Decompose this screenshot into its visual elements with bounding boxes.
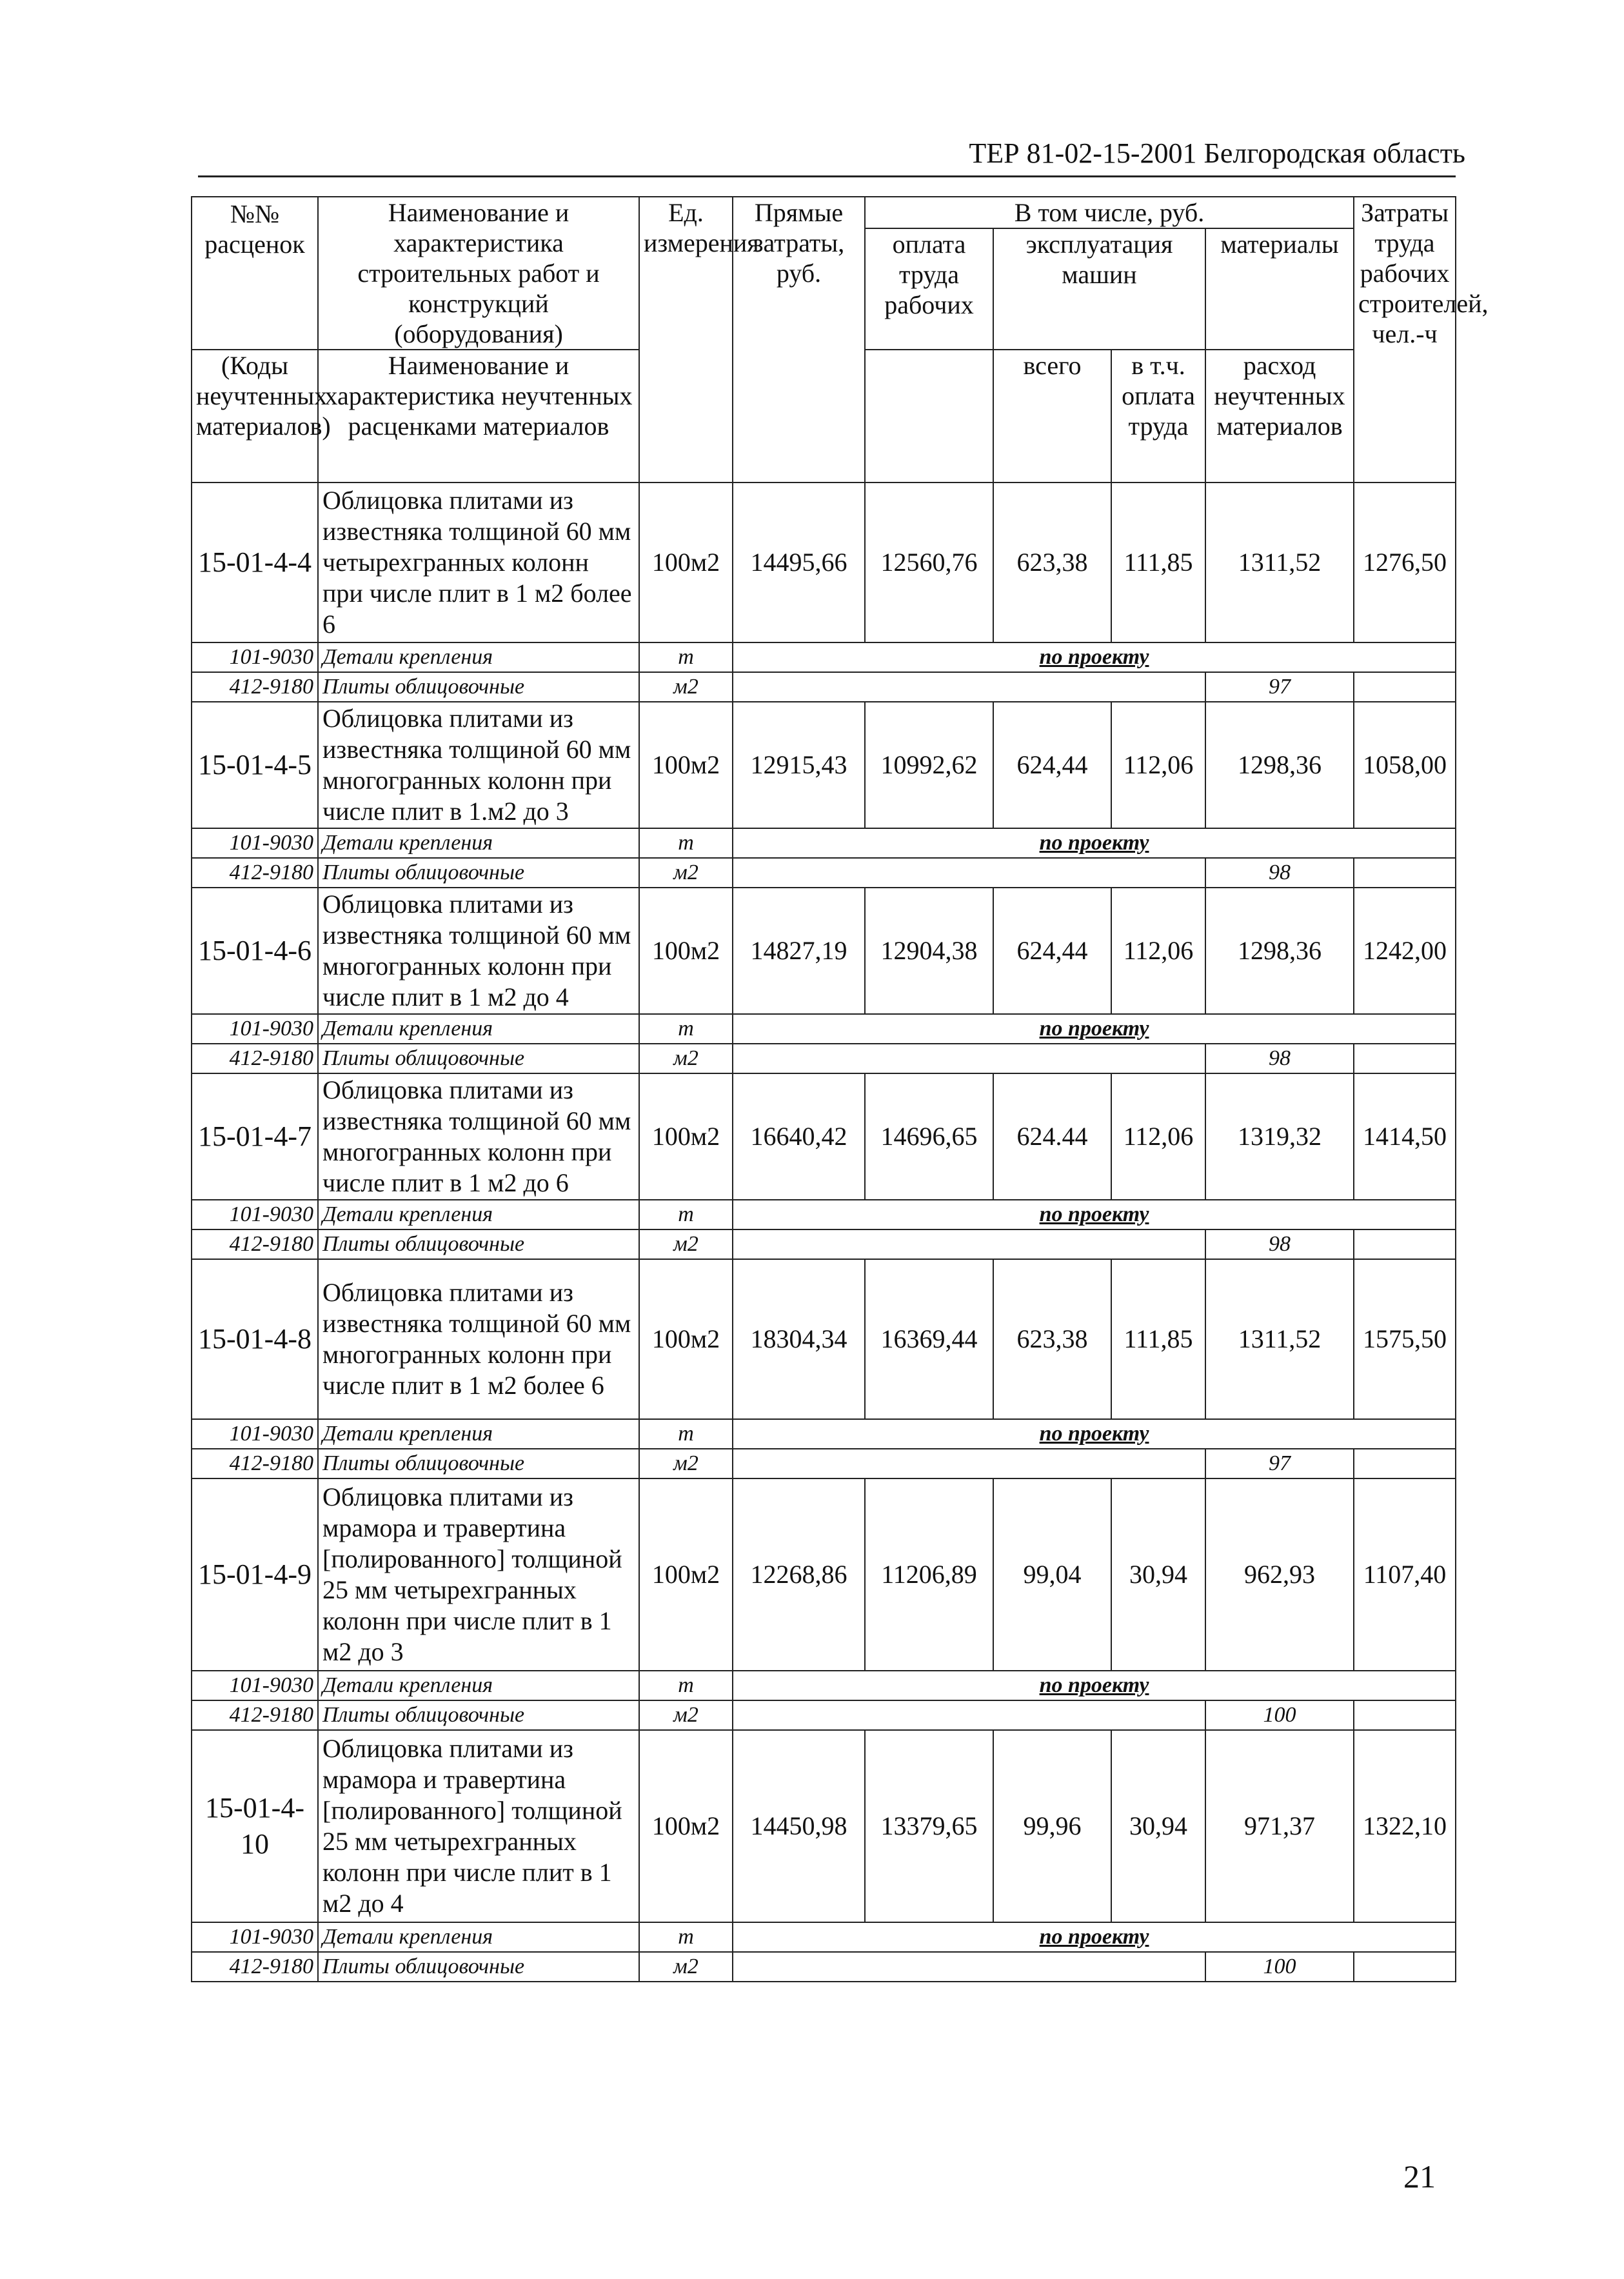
unit: 100м2 bbox=[639, 702, 733, 828]
direct-cost: 16640,42 bbox=[733, 1073, 865, 1200]
work-name: Облицовка плитами из известняка толщиной 60 мм четырехгранных колонн при числе плит в 1 м2 более 6 bbox=[318, 483, 639, 642]
material-unit: м2 bbox=[639, 1044, 733, 1073]
rate-code: 15-01-4-9 bbox=[192, 1478, 318, 1671]
material-unit: м2 bbox=[639, 1449, 733, 1478]
work-name: Облицовка плитами из известняка толщиной 60 мм многогранных колонн при числе плит в 1 м2 до 4 bbox=[318, 888, 639, 1014]
work-name: Облицовка плитами из известняка толщиной 60 мм многогранных колонн при числе плит в 1 м2 до 6 bbox=[318, 1073, 639, 1200]
material-unit: т bbox=[639, 1922, 733, 1952]
material-unit: м2 bbox=[639, 1952, 733, 1982]
material-value: по проекту bbox=[733, 1419, 1456, 1449]
material-row bbox=[192, 828, 1456, 858]
rate-code: 15-01-4-4 bbox=[192, 483, 318, 642]
material-row bbox=[192, 1700, 1456, 1730]
labor: 1322,10 bbox=[1354, 1730, 1456, 1922]
table-row bbox=[192, 1073, 1456, 1200]
head-incl-wage: в т.ч. оплата труда bbox=[1111, 350, 1205, 483]
table-body bbox=[192, 483, 1456, 1982]
wage: 12904,38 bbox=[865, 888, 993, 1014]
material-unit: т bbox=[639, 642, 733, 672]
material-value: 98 bbox=[1205, 1044, 1354, 1073]
machines-total: 624.44 bbox=[993, 1073, 1111, 1200]
material-name: Детали крепления bbox=[318, 828, 639, 858]
table-row bbox=[192, 1730, 1456, 1922]
machines-wage: 111,85 bbox=[1111, 483, 1205, 642]
material-name: Детали крепления bbox=[318, 642, 639, 672]
unit: 100м2 bbox=[639, 1259, 733, 1419]
material-name: Плиты облицовочные bbox=[318, 1044, 639, 1073]
labor: 1575,50 bbox=[1354, 1259, 1456, 1419]
material-name: Детали крепления bbox=[318, 1419, 639, 1449]
header-rule bbox=[198, 175, 1456, 177]
material-value: по проекту bbox=[733, 1671, 1456, 1700]
work-name: Облицовка плитами из мрамора и травертина [полированного] толщиной 25 мм четырехгранных колонн при числе плит в 1 м2 до 3 bbox=[318, 1478, 639, 1671]
wage: 14696,65 bbox=[865, 1073, 993, 1200]
document-header: ТЕР 81-02-15-2001 Белгородская область bbox=[969, 137, 1465, 169]
material-blank bbox=[733, 1449, 1205, 1478]
head-mat-usage: расход неучтенных материалов bbox=[1205, 350, 1354, 483]
material-blank bbox=[733, 858, 1205, 888]
material-row bbox=[192, 1922, 1456, 1952]
machines-wage: 30,94 bbox=[1111, 1478, 1205, 1671]
unit: 100м2 bbox=[639, 1730, 733, 1922]
material-code: 412-9180 bbox=[192, 1449, 318, 1478]
material-blank bbox=[1354, 858, 1456, 888]
material-blank bbox=[1354, 672, 1456, 702]
table-row bbox=[192, 888, 1456, 1014]
material-row bbox=[192, 1419, 1456, 1449]
head-code-sub: (Коды неучтенных материалов) bbox=[192, 350, 318, 483]
wage: 13379,65 bbox=[865, 1730, 993, 1922]
work-name: Облицовка плитами из мрамора и травертина [полированного] толщиной 25 мм четырехгранных колонн при числе плит в 1 м2 до 4 bbox=[318, 1730, 639, 1922]
unit: 100м2 bbox=[639, 888, 733, 1014]
material-code: 101-9030 bbox=[192, 1014, 318, 1044]
material-code: 412-9180 bbox=[192, 672, 318, 702]
table-head bbox=[192, 197, 1489, 483]
material-row bbox=[192, 1229, 1456, 1259]
head-wage: оплата труда рабочих bbox=[865, 228, 993, 350]
direct-cost: 18304,34 bbox=[733, 1259, 865, 1419]
material-blank bbox=[1354, 1700, 1456, 1730]
material-unit: т bbox=[639, 828, 733, 858]
material-row bbox=[192, 1044, 1456, 1073]
machines-total: 623,38 bbox=[993, 483, 1111, 642]
head-machines: эксплуатация машин bbox=[993, 228, 1205, 350]
material-value: 97 bbox=[1205, 672, 1354, 702]
material-code: 412-9180 bbox=[192, 858, 318, 888]
material-name: Плиты облицовочные bbox=[318, 672, 639, 702]
material-unit: м2 bbox=[639, 858, 733, 888]
labor: 1107,40 bbox=[1354, 1478, 1456, 1671]
head-wage-blank bbox=[865, 350, 993, 483]
unit: 100м2 bbox=[639, 1478, 733, 1671]
head-unit: Ед. измерения bbox=[639, 197, 733, 483]
materials: 1311,52 bbox=[1205, 1259, 1354, 1419]
material-name: Плиты облицовочные bbox=[318, 1700, 639, 1730]
material-row bbox=[192, 1952, 1456, 1982]
material-code: 101-9030 bbox=[192, 1922, 318, 1952]
rate-code: 15-01-4-10 bbox=[192, 1730, 318, 1922]
material-name: Детали крепления bbox=[318, 1014, 639, 1044]
labor: 1058,00 bbox=[1354, 702, 1456, 828]
material-code: 101-9030 bbox=[192, 828, 318, 858]
labor: 1276,50 bbox=[1354, 483, 1456, 642]
material-unit: м2 bbox=[639, 1700, 733, 1730]
price-table bbox=[191, 196, 1489, 1982]
material-blank bbox=[733, 672, 1205, 702]
material-value: по проекту bbox=[733, 1922, 1456, 1952]
machines-total: 99,04 bbox=[993, 1478, 1111, 1671]
table-row bbox=[192, 1259, 1456, 1419]
material-row bbox=[192, 1200, 1456, 1229]
material-value: по проекту bbox=[733, 642, 1456, 672]
head-code: №№ расценок bbox=[192, 197, 318, 350]
direct-cost: 14495,66 bbox=[733, 483, 865, 642]
material-name: Плиты облицовочные bbox=[318, 858, 639, 888]
material-unit: м2 bbox=[639, 1229, 733, 1259]
material-blank bbox=[1354, 1229, 1456, 1259]
materials: 962,93 bbox=[1205, 1478, 1354, 1671]
material-code: 412-9180 bbox=[192, 1952, 318, 1982]
material-row bbox=[192, 1449, 1456, 1478]
material-unit: т bbox=[639, 1671, 733, 1700]
head-total: всего bbox=[993, 350, 1111, 483]
direct-cost: 12915,43 bbox=[733, 702, 865, 828]
material-code: 101-9030 bbox=[192, 642, 318, 672]
machines-wage: 112,06 bbox=[1111, 702, 1205, 828]
material-blank bbox=[733, 1700, 1205, 1730]
unit: 100м2 bbox=[639, 483, 733, 642]
direct-cost: 14450,98 bbox=[733, 1730, 865, 1922]
material-value: 98 bbox=[1205, 1229, 1354, 1259]
unit: 100м2 bbox=[639, 1073, 733, 1200]
material-unit: т bbox=[639, 1200, 733, 1229]
material-row bbox=[192, 642, 1456, 672]
material-row bbox=[192, 672, 1456, 702]
material-value: по проекту bbox=[733, 1014, 1456, 1044]
labor: 1242,00 bbox=[1354, 888, 1456, 1014]
material-blank bbox=[733, 1952, 1205, 1982]
head-incl: В том числе, руб. bbox=[865, 197, 1354, 228]
machines-total: 624,44 bbox=[993, 702, 1111, 828]
material-code: 412-9180 bbox=[192, 1700, 318, 1730]
material-name: Детали крепления bbox=[318, 1671, 639, 1700]
table-row bbox=[192, 483, 1456, 642]
material-row bbox=[192, 858, 1456, 888]
material-unit: т bbox=[639, 1419, 733, 1449]
direct-cost: 14827,19 bbox=[733, 888, 865, 1014]
material-row bbox=[192, 1671, 1456, 1700]
material-code: 101-9030 bbox=[192, 1200, 318, 1229]
material-blank bbox=[1354, 1044, 1456, 1073]
machines-total: 624,44 bbox=[993, 888, 1111, 1014]
rate-code: 15-01-4-8 bbox=[192, 1259, 318, 1419]
machines-wage: 111,85 bbox=[1111, 1259, 1205, 1419]
machines-wage: 30,94 bbox=[1111, 1730, 1205, 1922]
material-blank bbox=[1354, 1449, 1456, 1478]
material-value: 97 bbox=[1205, 1449, 1354, 1478]
wage: 11206,89 bbox=[865, 1478, 993, 1671]
material-code: 412-9180 bbox=[192, 1229, 318, 1259]
table-row bbox=[192, 1478, 1456, 1671]
work-name: Облицовка плитами из известняка толщиной 60 мм многогранных колонн при числе плит в 1.м2 до 3 bbox=[318, 702, 639, 828]
material-name: Детали крепления bbox=[318, 1200, 639, 1229]
materials: 1298,36 bbox=[1205, 888, 1354, 1014]
table-row bbox=[192, 702, 1456, 828]
material-row bbox=[192, 1014, 1456, 1044]
head-name-sub: Наименование и характеристика неучтенных расценками материалов bbox=[318, 350, 639, 483]
head-labor: Затраты труда рабочих строителей, чел.-ч bbox=[1354, 197, 1456, 483]
materials: 1298,36 bbox=[1205, 702, 1354, 828]
material-blank bbox=[733, 1044, 1205, 1073]
material-unit: т bbox=[639, 1014, 733, 1044]
material-unit: м2 bbox=[639, 672, 733, 702]
labor: 1414,50 bbox=[1354, 1073, 1456, 1200]
wage: 12560,76 bbox=[865, 483, 993, 642]
material-value: по проекту bbox=[733, 828, 1456, 858]
material-value: 100 bbox=[1205, 1952, 1354, 1982]
material-name: Плиты облицовочные bbox=[318, 1952, 639, 1982]
head-materials: материалы bbox=[1205, 228, 1354, 350]
machines-wage: 112,06 bbox=[1111, 1073, 1205, 1200]
materials: 1319,32 bbox=[1205, 1073, 1354, 1200]
head-direct: Прямые затраты, руб. bbox=[733, 197, 865, 483]
material-code: 101-9030 bbox=[192, 1419, 318, 1449]
materials: 971,37 bbox=[1205, 1730, 1354, 1922]
material-blank bbox=[733, 1229, 1205, 1259]
material-code: 412-9180 bbox=[192, 1044, 318, 1073]
material-name: Детали крепления bbox=[318, 1922, 639, 1952]
wage: 10992,62 bbox=[865, 702, 993, 828]
rate-code: 15-01-4-5 bbox=[192, 702, 318, 828]
wage: 16369,44 bbox=[865, 1259, 993, 1419]
rate-code: 15-01-4-7 bbox=[192, 1073, 318, 1200]
material-blank bbox=[1354, 1952, 1456, 1982]
page-number: 21 bbox=[1403, 2158, 1436, 2194]
head-name: Наименование и характеристика строительных работ и конструкций (оборудования) bbox=[318, 197, 639, 350]
material-name: Плиты облицовочные bbox=[318, 1449, 639, 1478]
material-name: Плиты облицовочные bbox=[318, 1229, 639, 1259]
material-value: 100 bbox=[1205, 1700, 1354, 1730]
rate-code: 15-01-4-6 bbox=[192, 888, 318, 1014]
material-value: по проекту bbox=[733, 1200, 1456, 1229]
machines-total: 623,38 bbox=[993, 1259, 1111, 1419]
material-code: 101-9030 bbox=[192, 1671, 318, 1700]
direct-cost: 12268,86 bbox=[733, 1478, 865, 1671]
machines-total: 99,96 bbox=[993, 1730, 1111, 1922]
work-name: Облицовка плитами из известняка толщиной 60 мм многогранных колонн при числе плит в 1 м2 более 6 bbox=[318, 1259, 639, 1419]
materials: 1311,52 bbox=[1205, 483, 1354, 642]
material-value: 98 bbox=[1205, 858, 1354, 888]
machines-wage: 112,06 bbox=[1111, 888, 1205, 1014]
